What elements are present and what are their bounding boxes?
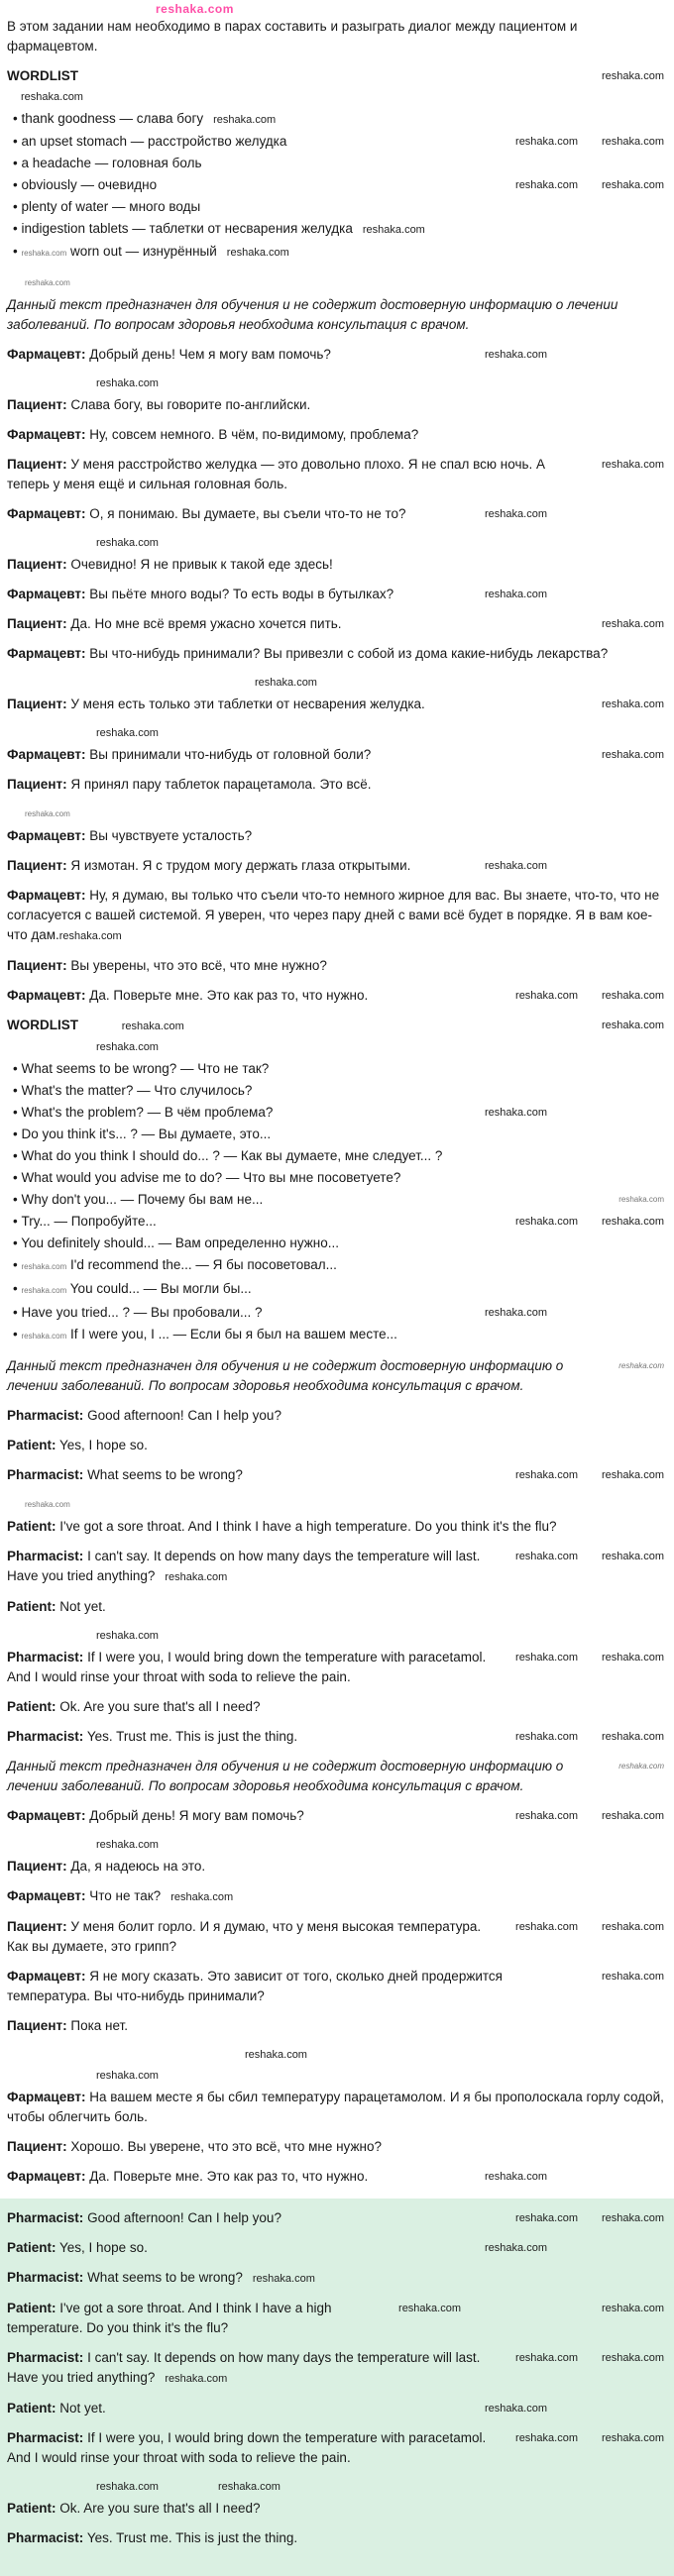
dialogue-line	[7, 1465, 664, 1485]
dialogue-line	[7, 1727, 664, 1747]
watermark: reshaka.com	[165, 2373, 228, 2385]
disclaimer-text	[7, 1356, 664, 1396]
dialogue-line	[7, 1917, 664, 1957]
wordlist-item-text: If I were you, I ... — Если бы я был на вашем месте...	[70, 1327, 397, 1342]
watermark-row	[7, 1836, 664, 1853]
watermark: reshaka.com	[226, 247, 289, 259]
watermark-row	[7, 805, 664, 822]
speech-text: Ok. Are you sure that's all I need?	[59, 2501, 261, 2516]
watermark: reshaka.com	[252, 2273, 315, 2285]
watermark: reshaka.com	[515, 1652, 579, 1664]
speech-text: Вы чувствуете усталость?	[89, 828, 253, 843]
speaker-label: Pharmacist:	[7, 2270, 84, 2285]
watermark-row	[7, 674, 664, 691]
watermark: reshaka.com	[515, 1810, 579, 1822]
watermark: reshaka.com	[21, 91, 83, 103]
dialogue-line	[7, 2268, 664, 2289]
watermark: reshaka.com	[602, 1652, 664, 1664]
speech-text: Not yet.	[59, 2401, 106, 2415]
watermark: • reshaka.com	[485, 1107, 547, 1119]
speaker-label: Pharmacist:	[7, 2210, 84, 2225]
dialogue-line	[7, 395, 664, 415]
speech-text: I can't say. It depends on how many days the temperature will last. Have you tried anything?	[7, 1549, 481, 1583]
wordlist-item	[13, 132, 664, 152]
wordlist-item	[13, 1303, 664, 1323]
watermark-row	[7, 88, 664, 105]
speech-text: Хорошо. Вы уверене, что это всё, что мне нужно?	[70, 2139, 382, 2154]
dialogue-line	[7, 1597, 664, 1617]
speaker-label: Фармацевт:	[7, 2169, 86, 2184]
dialogue-line	[7, 1857, 664, 1877]
speaker-label: Пациент:	[7, 1859, 67, 1874]
dialogue-line	[7, 425, 664, 445]
watermark-row	[7, 1038, 664, 1055]
speaker-label: Фармацевт:	[7, 888, 86, 903]
watermark: reshaka.com	[602, 1020, 664, 1031]
watermark: reshaka.com	[96, 377, 159, 389]
dialogue-line	[7, 826, 664, 846]
wordlist-item-text: What do you think I should do... ? — Как вы думаете, мне следует... ?	[21, 1148, 443, 1163]
speaker-label: Пациент:	[7, 397, 67, 412]
dialogue-line	[7, 614, 664, 634]
wordlist-item	[13, 1234, 664, 1253]
wordlist-item	[13, 1279, 664, 1301]
dialogue-line	[7, 1517, 664, 1537]
wordlist2-heading-row	[7, 1016, 664, 1036]
speaker-label: Pharmacist:	[7, 1729, 84, 1744]
wordlist-item-text: Have you tried... ? — Вы пробовали... ?	[21, 1305, 263, 1320]
watermark: • reshaka.com	[602, 179, 664, 191]
watermark: reshaka.com	[602, 2352, 664, 2364]
dialogue-line	[7, 555, 664, 575]
watermark: • reshaka.com	[602, 1216, 664, 1228]
wordlist-item-text: What seems to be wrong? — Что не так?	[21, 1061, 270, 1076]
dialogue-line	[7, 2428, 664, 2468]
speaker-label: Фармацевт:	[7, 828, 86, 843]
speaker-label: Пациент:	[7, 958, 67, 973]
wordlist-item	[13, 1103, 664, 1123]
wordlist-item	[13, 219, 664, 240]
wordlist1-heading-row	[7, 66, 664, 86]
dialogue-line	[7, 956, 664, 976]
watermark: reshaka.com	[58, 930, 122, 942]
watermark: reshaka.com	[602, 749, 664, 761]
dialogue-line	[7, 455, 664, 494]
dialogue-line	[7, 2167, 664, 2187]
watermark: reshaka.com	[515, 179, 579, 191]
watermark: reshaka.com	[398, 2303, 462, 2314]
wordlist-item	[13, 1059, 664, 1079]
watermark: reshaka.com	[96, 727, 159, 739]
wordlist-item-text: Do you think it's... ? — Вы думаете, это...	[21, 1127, 272, 1141]
watermark: reshaka.com	[213, 114, 277, 126]
speech-text: У меня расстройство желудка — это довольно плохо. Я не спал всю ночь. А теперь у меня ещё и сильная головная боль.	[7, 457, 546, 491]
watermark: reshaka.com	[602, 990, 664, 1002]
speaker-label: Пациент:	[7, 2018, 67, 2033]
speech-text: Я принял пару таблеток парацетамола. Это всё.	[70, 777, 372, 792]
speech-text: Слава богу, вы говорите по-английски.	[70, 397, 311, 412]
wordlist-item	[13, 154, 664, 173]
speech-text: What seems to be wrong?	[87, 1467, 243, 1482]
speech-text: If I were you, I would bring down the temperature with paracetamol. And I would rinse your throat with soda to relieve the pain.	[7, 2430, 487, 2465]
watermark: reshaka.com	[21, 1332, 67, 1341]
watermark: reshaka.com	[121, 1020, 184, 1032]
watermark: reshaka.com	[485, 589, 547, 600]
watermark: reshaka.com	[515, 990, 579, 1002]
speaker-label: Фармацевт:	[7, 646, 86, 661]
watermark: reshaka.com	[515, 136, 579, 148]
speech-text: Да, я надеюсь на это.	[70, 1859, 206, 1874]
dialogue-line	[7, 1648, 664, 1687]
watermark-row	[7, 1495, 664, 1513]
dialogue-line	[7, 1406, 664, 1426]
wordlist-item	[13, 1212, 664, 1232]
watermark: reshaka.com	[515, 2432, 579, 2444]
speaker-label: Pharmacist:	[7, 2430, 84, 2445]
watermark: reshaka.com	[602, 1469, 664, 1481]
watermark: reshaka.com	[515, 1921, 579, 1933]
speech-text: Я не могу сказать. Это зависит от того, сколько дней продержится температура. Вы что-нибудь принимали?	[7, 1969, 503, 2003]
wordlist-item-text: obviously — очевидно	[21, 177, 158, 192]
speech-text: If I were you, I would bring down the temperature with paracetamol. And I would rinse your throat with soda to relieve the pain.	[7, 1650, 487, 1684]
watermark: reshaka.com	[96, 2070, 159, 2082]
watermark: reshaka.com	[362, 224, 425, 236]
speaker-label: Patient:	[7, 1599, 56, 1614]
wordlist-item	[13, 1190, 664, 1210]
dialogue-line	[7, 2499, 664, 2519]
dialogue-line	[7, 644, 664, 664]
watermark: reshaka.com	[618, 1361, 664, 1370]
watermark: reshaka.com	[602, 1551, 664, 1562]
watermark: reshaka.com	[515, 1731, 579, 1743]
wordlist-item-text: Try... — Попробуйте...	[21, 1214, 157, 1229]
watermark: reshaka.com	[515, 1469, 579, 1481]
dialogue-line	[7, 504, 664, 524]
disclaimer-text: Данный текст предназначен для обучения и не содержит достоверную информацию о лечении заболеваний. По вопросам здоровья необходима консультация с врачом.	[7, 297, 618, 332]
watermark-row	[7, 2046, 664, 2063]
speaker-label: Pharmacist:	[7, 2350, 84, 2365]
dialogue-line	[7, 1967, 664, 2006]
speaker-label: Patient:	[7, 1699, 56, 1714]
watermark: reshaka.com	[602, 2212, 664, 2224]
dialogue-line	[7, 695, 664, 714]
wordlist-item-text: You definitely should... — Вам определенно нужно...	[21, 1235, 340, 1250]
watermark: • reshaka.com	[485, 1307, 547, 1319]
dialogue-line	[7, 1697, 664, 1717]
speech-text: Добрый день! Я могу вам помочь?	[89, 1808, 304, 1823]
intro-text: В этом задании нам необходимо в парах составить и разыграть диалог между пациентом и фармацевтом.	[7, 19, 578, 54]
speaker-label: Patient:	[7, 1438, 56, 1452]
wordlist-item-text: worn out — изнурённый	[70, 244, 217, 259]
dialogue-line	[7, 745, 664, 765]
speech-text: Да. Поверьте мне. Это как раз то, что нужно.	[89, 988, 369, 1003]
watermark: reshaka.com	[515, 2212, 579, 2224]
speech-text: Вы уверены, что это всё, что мне нужно?	[70, 958, 327, 973]
watermark: reshaka.com	[618, 1762, 664, 1771]
speaker-label: Patient:	[7, 2240, 56, 2255]
speech-text: Yes. Trust me. This is just the thing.	[86, 2530, 298, 2545]
speaker-label: Pharmacist:	[7, 1408, 84, 1423]
dialogue-line	[7, 2208, 664, 2228]
watermark: • reshaka.com	[618, 1195, 664, 1204]
watermark-row	[7, 273, 664, 291]
speaker-label: Пациент:	[7, 777, 67, 792]
speech-text: Да. Поверьте мне. Это как раз то, что нужно.	[89, 2169, 369, 2184]
speech-text: О, я понимаю. Вы думаете, вы съели что-то не то?	[89, 506, 406, 521]
wordlist-item	[13, 175, 664, 195]
speech-text: Я измотан. Я с трудом могу держать глаза открытыми.	[70, 858, 411, 873]
wordlist-item	[13, 1081, 664, 1101]
speaker-label: Фармацевт:	[7, 1969, 86, 1984]
watermark: reshaka.com	[485, 508, 547, 520]
speaker-label: Фармацевт:	[7, 587, 86, 601]
watermark: reshaka.com	[602, 459, 664, 471]
wordlist2	[7, 1059, 664, 1346]
speech-text: I can't say. It depends on how many days the temperature will last. Have you tried anything?	[7, 2350, 481, 2385]
speech-text: What seems to be wrong?	[87, 2270, 243, 2285]
wordlist-item-text: I'd recommend the... — Я бы посоветовал...	[70, 1257, 337, 1272]
watermark: reshaka.com	[25, 1500, 70, 1509]
speech-text: У меня болит горло. И я думаю, что у меня высокая температура. Как вы думаете, это грипп?	[7, 1919, 482, 1954]
dialogue-line	[7, 2399, 664, 2418]
watermark: • reshaka.com	[602, 136, 664, 148]
wordlist-item-text: plenty of water — много воды	[21, 199, 201, 214]
wordlist-item-text: What's the matter? — Что случилось?	[21, 1083, 253, 1098]
speaker-label: Patient:	[7, 1519, 56, 1534]
speech-text: Yes. Trust me. This is just the thing.	[86, 1729, 298, 1744]
dialogue-line	[7, 1806, 664, 1826]
watermark: reshaka.com	[602, 1921, 664, 1933]
disclaimer-text	[7, 1757, 664, 1796]
watermark-row	[7, 2067, 664, 2084]
speech-text: Yes, I hope so.	[59, 2240, 148, 2255]
disclaimer-body: Данный текст предназначен для обучения и не содержит достоверную информацию о лечении заболеваний. По вопросам здоровья необходима консультация с врачом.	[7, 1358, 564, 1393]
wordlist-item-text: thank goodness — слава богу	[21, 111, 204, 126]
speech-text: Да. Но мне всё время ужасно хочется пить.	[70, 616, 342, 631]
dialogue-line	[7, 2088, 664, 2127]
speech-text: Добрый день! Чем я могу вам помочь?	[89, 347, 331, 362]
watermark: reshaka.com	[602, 70, 664, 82]
watermark: reshaka.com	[170, 1891, 234, 1903]
wordlist-item	[13, 109, 664, 130]
wordlist-item	[13, 1168, 664, 1188]
watermark: reshaka.com	[96, 1041, 159, 1053]
watermark: reshaka.com	[96, 537, 159, 549]
speaker-label: Фармацевт:	[7, 506, 86, 521]
speech-text: Good afternoon! Can I help you?	[87, 1408, 281, 1423]
speech-text: Что не так?	[89, 1888, 162, 1903]
speech-text: Ok. Are you sure that's all I need?	[59, 1699, 261, 1714]
speech-text: Вы принимали что-нибудь от головной боли?	[89, 747, 372, 762]
wordlist-item	[13, 1125, 664, 1144]
watermark: reshaka.com	[602, 618, 664, 630]
watermark: reshaka.com	[485, 349, 547, 361]
watermark: reshaka.com	[217, 2481, 281, 2493]
watermark-row	[7, 375, 664, 391]
watermark-row	[7, 534, 664, 551]
wordlist1	[7, 109, 664, 264]
dialogue-line	[7, 2016, 664, 2036]
speaker-label: Фармацевт:	[7, 1808, 86, 1823]
watermark: reshaka.com	[515, 1551, 579, 1562]
dialogue-line	[7, 585, 664, 604]
dialogue-line	[7, 886, 664, 946]
speech-text: Пока нет.	[70, 2018, 128, 2033]
speech-text: Good afternoon! Can I help you?	[87, 2210, 281, 2225]
wordlist-item	[13, 1146, 664, 1166]
dialogue-line	[7, 1436, 664, 1455]
speaker-label: Пациент:	[7, 858, 67, 873]
wordlist2-title: WORDLIST	[7, 1018, 78, 1032]
speech-text: Вы что-нибудь принимали? Вы привезли с собой из дома какие-нибудь лекарства?	[89, 646, 609, 661]
dialogue-line	[7, 2238, 664, 2258]
wordlist-item-text: a headache — головная боль	[21, 156, 202, 170]
watermark: reshaka.com	[255, 677, 317, 689]
watermark: reshaka.com	[602, 1971, 664, 1983]
watermark: reshaka.com	[515, 2352, 579, 2364]
top-watermark: reshaka.com	[156, 2, 234, 16]
watermark: reshaka.com	[25, 278, 70, 287]
wordlist-item-text: What would you advise me to do? — Что вы мне посоветуете?	[21, 1170, 401, 1185]
dialogue-line	[7, 775, 664, 795]
watermark: reshaka.com	[485, 2403, 547, 2415]
watermark: reshaka.com	[96, 1839, 159, 1851]
speaker-label: Pharmacist:	[7, 2530, 84, 2545]
wordlist-item-text: indigestion tablets — таблетки от несварения желудка	[21, 221, 353, 236]
speaker-label: Patient:	[7, 2401, 56, 2415]
watermark-row	[7, 1627, 664, 1644]
speech-text: I've got a sore throat. And I think I have a high temperature. Do you think it's the flu?	[7, 2301, 332, 2335]
speaker-label: Фармацевт:	[7, 2090, 86, 2104]
watermark: reshaka.com	[602, 2432, 664, 2444]
speech-text: На вашем месте я бы сбил температуру парацетамолом. И я бы прополоскала горлу содой, чтобы облегчить боль.	[7, 2090, 664, 2124]
watermark: reshaka.com	[485, 860, 547, 872]
watermark-row	[7, 2478, 664, 2495]
speech-text: I've got a sore throat. And I think I have a high temperature. Do you think it's the flu?	[59, 1519, 557, 1534]
wordlist-item-text: Why don't you... — Почему бы вам не...	[21, 1192, 264, 1207]
watermark: reshaka.com	[515, 1216, 579, 1228]
speech-text: Ну, совсем немного. В чём, по-видимому, проблема?	[89, 427, 419, 442]
speaker-label: Пациент:	[7, 2139, 67, 2154]
speaker-label: Patient:	[7, 2501, 56, 2516]
dialogue-line	[7, 986, 664, 1006]
wordlist1-title: WORDLIST	[7, 68, 78, 83]
watermark: reshaka.com	[96, 2481, 159, 2493]
watermark: reshaka.com	[21, 249, 67, 258]
speaker-label: Фармацевт:	[7, 1888, 86, 1903]
speaker-label: Pharmacist:	[7, 1467, 84, 1482]
speech-text: Ну, я думаю, вы только что съели что-то немного жирное для вас. Вы знаете, что-то, что не согласуется с вашей системой. Я уверен, что через пару дней с вами всё будет в порядке. Я в вам кое-что дам.	[7, 888, 660, 942]
watermark: reshaka.com	[485, 2171, 547, 2183]
watermark: reshaka.com	[602, 2303, 664, 2314]
dialogue-line	[7, 345, 664, 365]
watermark: reshaka.com	[21, 1262, 67, 1271]
wordlist-item-text: You could... — Вы могли бы...	[69, 1281, 252, 1296]
speech-text: Yes, I hope so.	[59, 1438, 148, 1452]
dialogue-line	[7, 2348, 664, 2389]
watermark: reshaka.com	[602, 698, 664, 710]
speaker-label: Фармацевт:	[7, 988, 86, 1003]
speaker-label: Пациент:	[7, 457, 67, 472]
speech-text: Not yet.	[59, 1599, 106, 1614]
watermark: reshaka.com	[25, 809, 70, 818]
watermark: reshaka.com	[21, 1286, 67, 1295]
speaker-label: Patient:	[7, 2301, 56, 2315]
dialogue-line	[7, 2299, 664, 2338]
watermark-row	[7, 724, 664, 741]
speaker-label: Пациент:	[7, 1919, 67, 1934]
speaker-label: Фармацевт:	[7, 427, 86, 442]
dialogue-line	[7, 2528, 664, 2548]
dialogue-line	[7, 856, 664, 876]
wordlist-item	[13, 197, 664, 217]
wordlist-item	[13, 1325, 664, 1346]
speaker-label: Фармацевт:	[7, 747, 86, 762]
disclaimer-body: Данный текст предназначен для обучения и не содержит достоверную информацию о лечении заболеваний. По вопросам здоровья необходима консультация с врачом.	[7, 1759, 564, 1793]
watermark: reshaka.com	[485, 2242, 547, 2254]
wordlist-item	[13, 242, 664, 264]
wordlist-item-text: an upset stomach — расстройство желудка	[21, 134, 287, 149]
speaker-label: Фармацевт:	[7, 347, 86, 362]
speaker-label: Пациент:	[7, 557, 67, 572]
dialogue-line	[7, 1547, 664, 1587]
speaker-label: Pharmacist:	[7, 1650, 84, 1664]
dialogue-line	[7, 2137, 664, 2157]
watermark: reshaka.com	[96, 1630, 159, 1642]
watermark: reshaka.com	[602, 1810, 664, 1822]
speech-text: Вы пьёте много воды? То есть воды в бутылках?	[89, 587, 394, 601]
speech-text: Очевидно! Я не привык к такой еде здесь!	[70, 557, 333, 572]
highlighted-dialogue	[0, 2199, 674, 2576]
speaker-label: Пациент:	[7, 697, 67, 711]
speech-text: У меня есть только эти таблетки от несварения желудка.	[70, 697, 425, 711]
speaker-label: Pharmacist:	[7, 1549, 84, 1563]
watermark: reshaka.com	[602, 1731, 664, 1743]
speaker-label: Пациент:	[7, 616, 67, 631]
wordlist-item	[13, 1255, 664, 1277]
watermark: reshaka.com	[165, 1571, 228, 1583]
dialogue-line	[7, 1886, 664, 1907]
watermark: reshaka.com	[245, 2049, 307, 2061]
wordlist-item-text: What's the problem? — В чём проблема?	[21, 1105, 274, 1120]
